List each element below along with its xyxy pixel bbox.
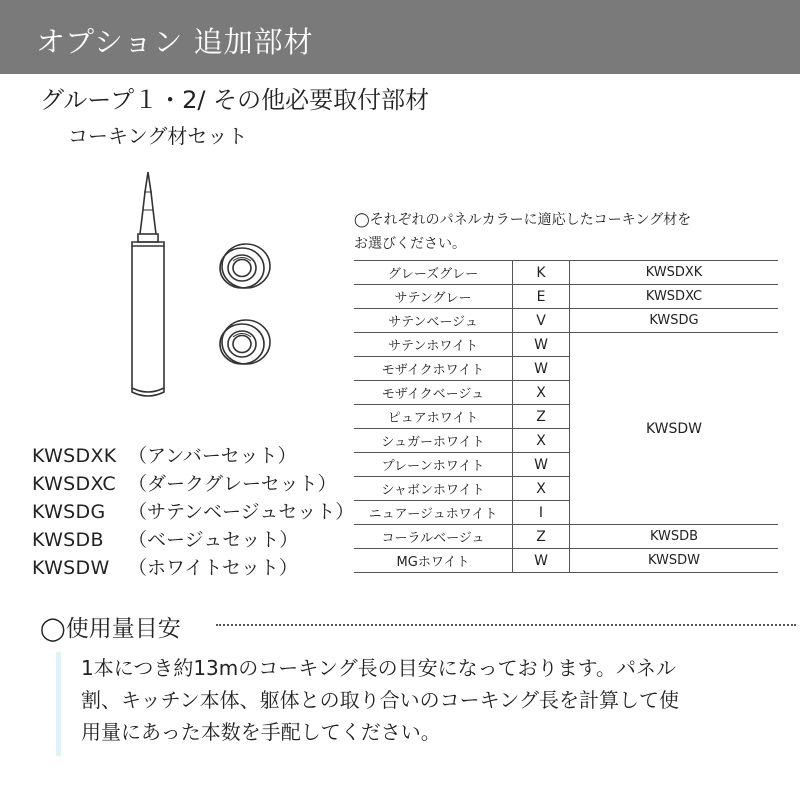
header-bar xyxy=(0,0,800,74)
color-cell: MGホワイト xyxy=(354,549,513,573)
set-desc: （ベージュセット） xyxy=(128,529,299,551)
caulk-set-illustration xyxy=(118,170,298,400)
usage-line: 割、キッチン本体、躯体との取り合いのコーキング長を計算して使 xyxy=(81,688,679,712)
code-cell: KWSDG xyxy=(570,309,779,333)
code-cell: KWSDB xyxy=(570,525,779,549)
color-cell: ピュアホワイト xyxy=(354,405,513,429)
letter-cell: I xyxy=(513,501,570,525)
code-cell: KWSDXK xyxy=(570,261,779,285)
caulk-tube-icon xyxy=(132,172,164,396)
set-code-item xyxy=(32,470,354,498)
dotted-divider xyxy=(216,624,796,626)
table-row xyxy=(354,285,778,309)
color-cell: サテングレー xyxy=(354,285,513,309)
letter-cell: W xyxy=(513,453,570,477)
color-cell: サテンホワイト xyxy=(354,333,513,357)
note-line: ◯それぞれのパネルカラーに適応したコーキング材を xyxy=(354,212,692,228)
set-desc: （アンバーセット） xyxy=(128,445,297,467)
color-cell: モザイクホワイト xyxy=(354,357,513,381)
letter-cell: V xyxy=(513,309,570,333)
set-code-item xyxy=(32,442,354,470)
set-code-item xyxy=(32,498,354,526)
note-line: お選びください。 xyxy=(354,236,466,252)
set-desc: （ホワイトセット） xyxy=(128,557,298,579)
set-code: KWSDW xyxy=(32,557,110,579)
letter-cell: Z xyxy=(513,405,570,429)
color-cell: シュガーホワイト xyxy=(354,429,513,453)
set-code: KWSDG xyxy=(32,501,106,523)
set-code: KWSDXK xyxy=(32,445,117,467)
backer-rod-roll-icon-2 xyxy=(220,320,270,364)
letter-cell: E xyxy=(513,285,570,309)
letter-cell: X xyxy=(513,381,570,405)
letter-cell: X xyxy=(513,477,570,501)
set-desc: （ダークグレーセット） xyxy=(128,473,337,495)
table-row xyxy=(354,261,778,285)
set-desc: （サテンベージュセット） xyxy=(128,501,355,523)
backer-rod-roll-icon xyxy=(220,244,270,288)
table-row xyxy=(354,333,778,357)
merged-code-cell: KWSDW xyxy=(570,333,779,525)
usage-text-box xyxy=(56,652,780,756)
color-cell: コーラルベージュ xyxy=(354,525,513,549)
set-code: KWSDXC xyxy=(32,473,116,495)
color-code-table xyxy=(354,260,778,573)
color-cell: プレーンホワイト xyxy=(354,453,513,477)
table-row xyxy=(354,549,778,573)
product-title: コーキング材セット xyxy=(68,124,248,148)
color-cell: サテンベージュ xyxy=(354,309,513,333)
set-code-item xyxy=(32,554,354,582)
letter-cell: W xyxy=(513,333,570,357)
table-row xyxy=(354,525,778,549)
selection-note xyxy=(354,208,774,256)
letter-cell: K xyxy=(513,261,570,285)
letter-cell: W xyxy=(513,549,570,573)
header-title: オプション 追加部材 xyxy=(36,25,314,59)
set-code-item xyxy=(32,526,354,554)
code-cell: KWSDXC xyxy=(570,285,779,309)
color-cell: シャボンホワイト xyxy=(354,477,513,501)
letter-cell: W xyxy=(513,357,570,381)
code-cell: KWSDW xyxy=(570,549,779,573)
usage-heading: ◯使用量目安 xyxy=(40,616,181,642)
letter-cell: X xyxy=(513,429,570,453)
color-cell: グレーズグレー xyxy=(354,261,513,285)
group-title: グループ１・2/ その他必要取付部材 xyxy=(40,86,430,114)
usage-line: 1本につき約13mのコーキング長の目安になっております。パネル xyxy=(81,656,677,680)
letter-cell: Z xyxy=(513,525,570,549)
table-row xyxy=(354,309,778,333)
set-code-list xyxy=(32,442,354,582)
usage-line: 用量にあった本数を手配してください。 xyxy=(81,720,441,744)
color-cell: ニュアージュホワイト xyxy=(354,501,513,525)
color-cell: モザイクベージュ xyxy=(354,381,513,405)
set-code: KWSDB xyxy=(32,529,104,551)
